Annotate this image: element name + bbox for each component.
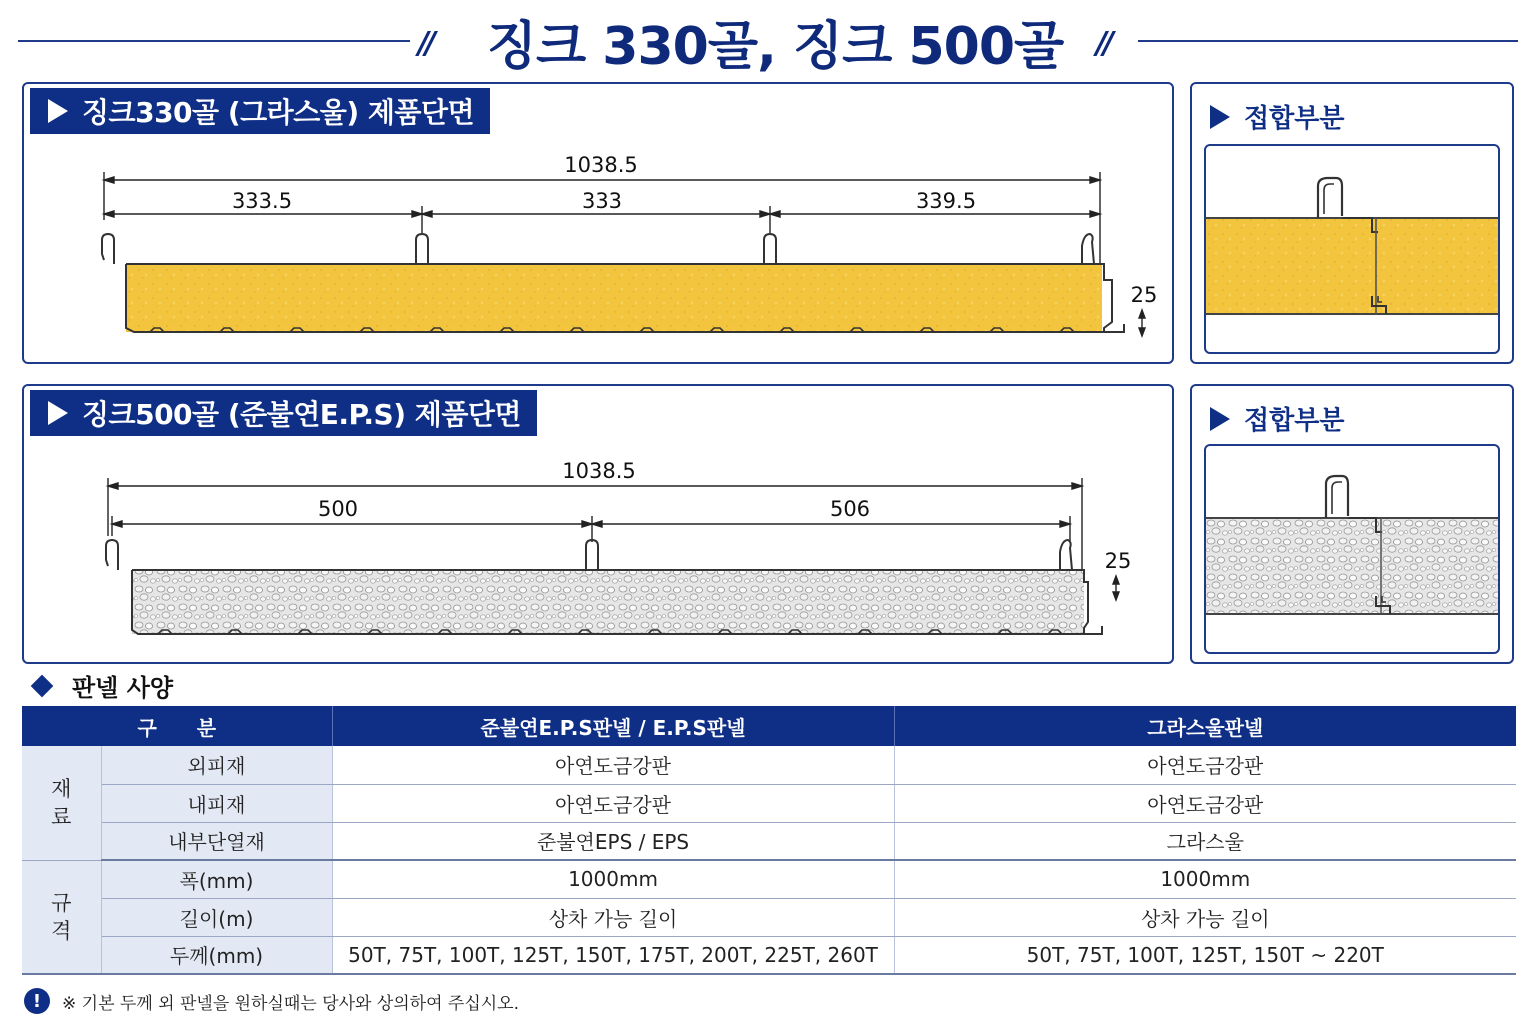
dim-thickness-label: 25 — [1104, 549, 1132, 573]
joint2-section — [1190, 384, 1514, 664]
joint2-drawing — [1206, 446, 1498, 652]
panel500-section — [22, 384, 1174, 664]
panel500-header-label: 징크500골 (준불연E.P.S) 제품단면 — [82, 398, 521, 431]
cell-eps: 아연도금강판 — [332, 746, 894, 784]
title-rule-right — [1138, 40, 1518, 42]
row-label: 내부단열재 — [101, 822, 332, 860]
title-slash-left: // — [418, 26, 432, 61]
row-label: 외피재 — [101, 746, 332, 784]
table-row — [22, 936, 1516, 974]
cell-glass: 1000mm — [894, 860, 1516, 898]
cell-glass: 50T, 75T, 100T, 125T, 150T ~ 220T — [894, 936, 1516, 974]
play-triangle-icon — [1210, 105, 1230, 129]
spec-heading-label: 판넬 사양 — [72, 674, 174, 702]
play-triangle-icon — [1210, 407, 1230, 431]
diamond-bullet-icon — [31, 674, 54, 697]
table-row — [22, 784, 1516, 822]
spec-header-row — [22, 706, 1516, 746]
panel500-drawing — [24, 386, 1174, 664]
row-label: 내피재 — [101, 784, 332, 822]
dim-total-label: 1038.5 — [562, 459, 636, 483]
cell-eps: 준불연EPS / EPS — [332, 822, 894, 860]
table-row — [22, 746, 1516, 784]
row-label: 두께(mm) — [101, 936, 332, 974]
dim-seg1-label: 333.5 — [231, 189, 293, 213]
exclamation-icon: ! — [24, 988, 50, 1014]
spec-heading — [30, 668, 173, 703]
joint2-header — [1210, 400, 1344, 437]
joint2-header-label: 접합부분 — [1244, 406, 1345, 436]
spec-table — [22, 706, 1516, 975]
cell-eps: 아연도금강판 — [332, 784, 894, 822]
title-rule-left — [18, 40, 410, 42]
panel330-header-label: 징크330골 (그라스울) 제품단면 — [82, 96, 475, 129]
table-row — [22, 822, 1516, 860]
glasswool-core — [126, 264, 1102, 332]
footnote — [24, 988, 519, 1014]
joint1-header — [1210, 98, 1344, 135]
joint2-detail — [1204, 444, 1500, 654]
joint1-drawing — [1206, 146, 1498, 352]
page-title: 징크 330골, 징크 500골 — [486, 17, 1064, 77]
group-spec: 규 격 — [22, 860, 101, 974]
dim-seg2-label: 506 — [829, 497, 871, 521]
cell-eps: 상차 가능 길이 — [332, 898, 894, 936]
cell-eps: 50T, 75T, 100T, 125T, 150T, 175T, 200T, 225T, 260T — [332, 936, 894, 974]
dim-seg3-label: 339.5 — [915, 189, 977, 213]
col-glass: 그라스울판넬 — [894, 706, 1516, 746]
joint1-detail — [1204, 144, 1500, 354]
table-row — [22, 860, 1516, 898]
table-row — [22, 898, 1516, 936]
row-label: 폭(mm) — [101, 860, 332, 898]
joint1-header-label: 접합부분 — [1244, 104, 1345, 134]
cell-eps: 1000mm — [332, 860, 894, 898]
col-eps: 준불연E.P.S판넬 / E.P.S판넬 — [332, 706, 894, 746]
col-category: 구 분 — [22, 706, 332, 746]
joint1-section — [1190, 82, 1514, 364]
dim-seg2-label: 333 — [581, 189, 623, 213]
title-slash-right: // — [1096, 26, 1110, 61]
dim-thickness-label: 25 — [1130, 283, 1158, 307]
cell-glass: 상차 가능 길이 — [894, 898, 1516, 936]
dim-total-label: 1038.5 — [564, 153, 638, 177]
group-material: 재 료 — [22, 746, 101, 860]
cell-glass: 아연도금강판 — [894, 784, 1516, 822]
cell-glass: 아연도금강판 — [894, 746, 1516, 784]
dim-seg1-label: 500 — [317, 497, 359, 521]
panel330-section — [22, 82, 1174, 364]
footnote-text: ※ 기본 두께 외 판넬을 원하실때는 당사와 상의하여 주십시오. — [62, 993, 520, 1014]
row-label: 길이(m) — [101, 898, 332, 936]
eps-core — [132, 570, 1084, 634]
cell-glass: 그라스울 — [894, 822, 1516, 860]
panel330-drawing — [24, 84, 1174, 364]
